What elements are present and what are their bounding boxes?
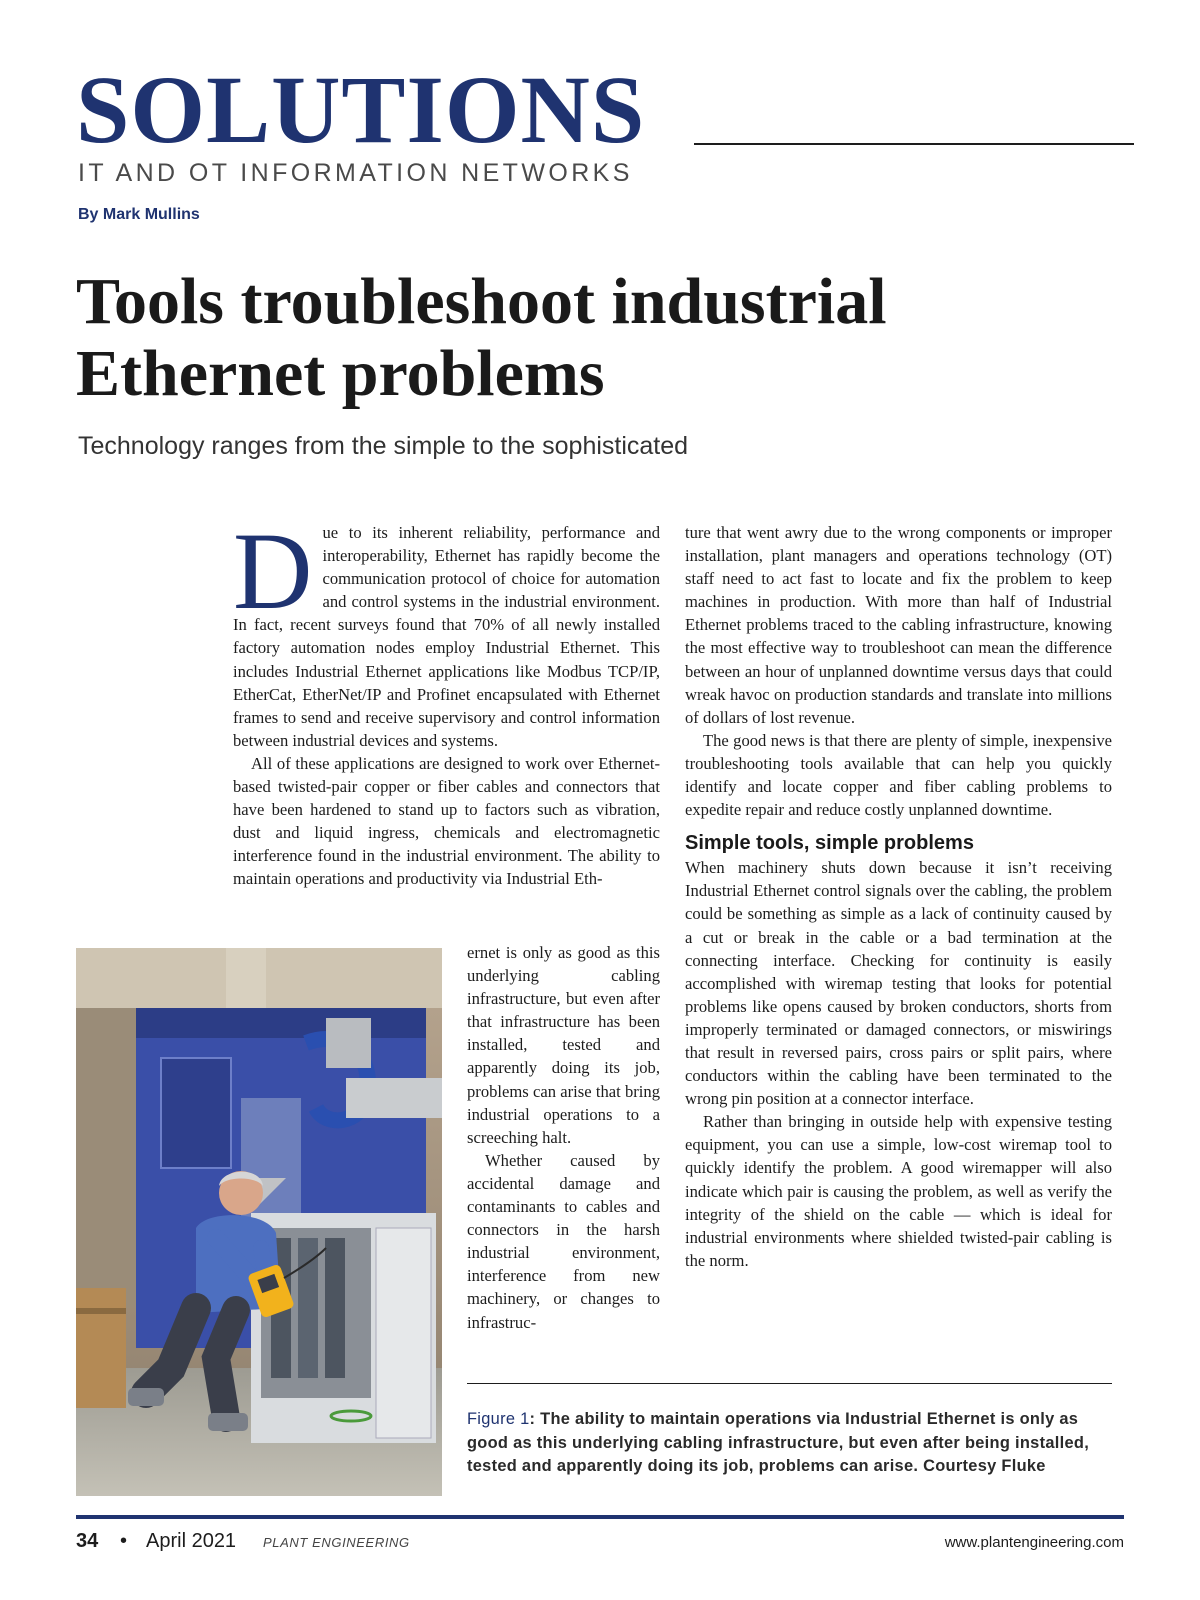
col2-paragraph-4: Rather than bringing in outside help with expensive testing equipment, you can use a simple, low-cost wiremap tool to quickly identify the problem. A good wiremapper will also indicate which pair is causing the problem, as well as verify the integrity of the shield on the cable — which is ideal for industrial environments where shielded twisted-pair cabling is the norm.	[685, 1112, 1112, 1270]
section-title: SOLUTIONS	[76, 56, 646, 163]
section-rule	[694, 143, 1134, 145]
col1-paragraph-3: Whether caused by accidental damage and contaminants to cables and connectors in the harsh industrial environment, interference from new machinery, or changes to infrastruc-	[467, 1150, 660, 1332]
footer-rule	[76, 1515, 1124, 1519]
dropcap: D	[233, 510, 313, 632]
footer	[76, 1530, 1124, 1560]
col1-paragraph-1: ue to its inherent reliability, performance and interoperability, Ethernet has rapidly become the communication protocol of choice for automation and control systems in the industrial environment. In fact, recent surveys found that 70% of all newly installed factory automation nodes employ Industrial Ethernet. This includes Industrial Ethernet applications like Modbus TCP/IP, EtherCat, EtherNet/IP and Profinet encapsulated with Ethernet frames to send and receive supervisory and control information between industrial devices and systems.	[233, 523, 660, 750]
subhead: Simple tools, simple problems	[685, 832, 974, 855]
section-subtitle: IT AND OT INFORMATION NETWORKS	[78, 159, 633, 187]
figure-photo	[76, 948, 442, 1496]
footer-bullet: •	[120, 1530, 128, 1552]
figure-label: Figure 1	[467, 1410, 530, 1428]
headline: Tools troubleshoot industrial Ethernet problems	[76, 265, 887, 410]
col1-paragraph-2-cont: ernet is only as good as this underlying cabling infrastructure, but even after that infrastructure has been installed, tested and apparently doing its job, problems can arise that bring industrial operations to a screeching halt.	[467, 943, 660, 1147]
technician-photo	[76, 948, 442, 1496]
dek: Technology ranges from the simple to the sophisticated	[78, 432, 689, 460]
column-2	[685, 521, 1112, 1272]
website-url: www.plantengineering.com	[944, 1534, 1124, 1551]
magazine-name: PLANT ENGINEERING	[263, 1535, 410, 1550]
col2-paragraph-2: The good news is that there are plenty of simple, inexpensive troubleshooting tools available that can help you quickly identify and locate copper and fiber cabling problems to expedite repair and reduce costly unplanned downtime.	[685, 730, 1112, 820]
figure-caption	[467, 1408, 1107, 1479]
byline: By Mark Mullins	[78, 206, 200, 223]
figure-rule	[467, 1383, 1112, 1384]
issue-date: April 2021	[146, 1530, 237, 1552]
figure-caption-text: : The ability to maintain operations via Industrial Ethernet is only as good as this underlying cabling infrastructure, but even after being installed, tested and apparently doing its job, problems can arise. Courtesy Fluke	[467, 1410, 1090, 1475]
col1-paragraph-2: All of these applications are designed to work over Ethernet-based twisted-pair copper or fiber cables and connectors that have been hardened to stand up to factors such as vibration, dust and liquid ingress, chemicals and electromagnetic interference found in the industrial environment. The ability to maintain operations and productivity via Industrial Eth-	[233, 753, 660, 889]
page-number: 34	[76, 1530, 99, 1552]
col2-paragraph-1: ture that went awry due to the wrong components or improper installation, plant managers and operations technology (OT) staff need to act fast to locate and fix the problem to keep machines in production. With more than half of Industrial Ethernet problems traced to the cabling infrastructure, knowing the most effective way to troubleshoot can mean the difference between an hour of unplanned downtime versus days that could wreak havoc on production standards and translate into millions of dollars of lost revenue.	[685, 523, 1112, 727]
col2-paragraph-3: When machinery shuts down because it isn’t receiving Industrial Ethernet control signals over the cabling, the problem could be something as simple as a lack of continuity caused by a cut or break in the cable or a bad termination at the connecting interface. Checking for continuity is easily accomplished with wiremap testing that looks for potential problems like opens caused by broken conductors, shorts from improperly terminated or damaged connectors, or miswirings that result in reversed pairs, cross pairs or split pairs, where conductors within the cabling have been terminated to the wrong pin position at a connector interface.	[685, 858, 1112, 1109]
column-1	[233, 510, 660, 891]
column-1-wrap	[467, 941, 660, 1334]
